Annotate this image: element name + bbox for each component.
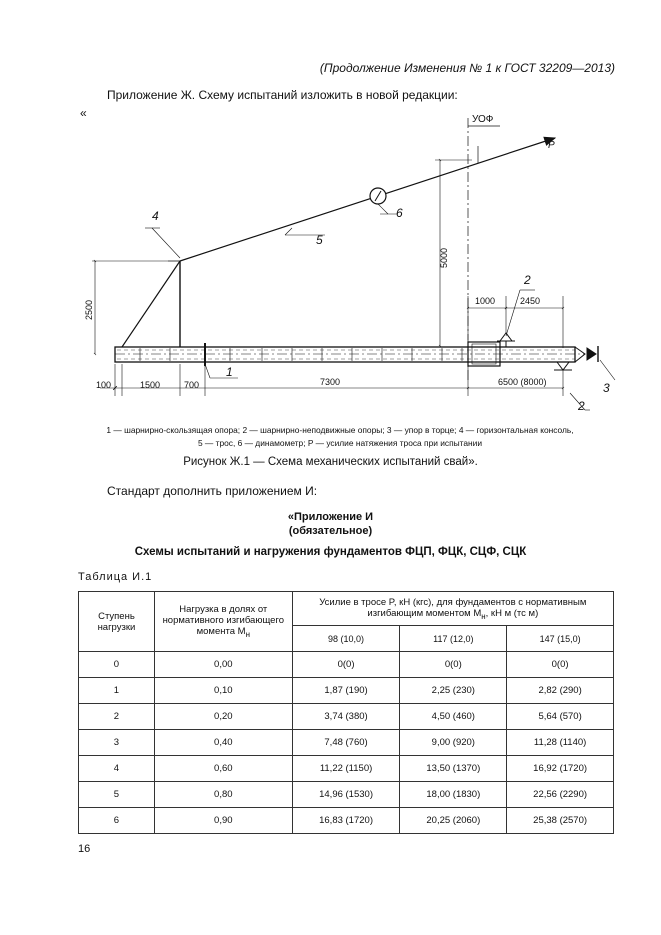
dim-6500-label: 6500 (8000) [498, 377, 547, 387]
cell: 2 [79, 704, 155, 730]
cell: 2,25 (230) [400, 678, 507, 704]
load-table [78, 591, 614, 834]
cell: 18,00 (1830) [400, 782, 507, 808]
label-3: 3 [603, 381, 610, 395]
cell: 7,48 (760) [292, 730, 400, 756]
legend-line-1: 1 — шарнирно-скользящая опора; 2 — шарнирно-неподвижные опоры; 3 — упор в торце; 4 — горизонтальная консоль, [106, 425, 574, 435]
header-stage: Ступень нагрузки [79, 592, 155, 652]
cell: 16,83 (1720) [292, 808, 400, 834]
cell: 11,22 (1150) [292, 756, 400, 782]
cell: 0(0) [400, 652, 507, 678]
cable-5 [180, 138, 555, 261]
end-stop-3 [587, 346, 598, 362]
appendix-title: «Приложение И [287, 511, 374, 523]
cell: 4,50 (460) [400, 704, 507, 730]
header-load: Нагрузка в долях от нормативного изгибающего момента $M_н$ [154, 592, 292, 652]
subheader-147: 147 (15,0) [507, 626, 614, 652]
table-row [79, 782, 614, 808]
dim-2500 [92, 261, 180, 354]
cell: 0,10 [154, 678, 292, 704]
table-row [79, 756, 614, 782]
header-cable-force: Усилие в тросе P, кН (кгс), для фундаментов с нормативным изгибающим моментом $M_н$, кН м (тс м) [292, 592, 613, 626]
cell: 0(0) [507, 652, 614, 678]
cell: 3 [79, 730, 155, 756]
cell: 0,40 [154, 730, 292, 756]
figure-caption: Рисунок Ж.1 — Схема механических испытаний свай». [183, 456, 478, 468]
cell: 20,25 (2060) [400, 808, 507, 834]
dim-700-label: 700 [184, 380, 200, 390]
appendix-status: (обязательное) [288, 525, 373, 537]
cell: 4 [79, 756, 155, 782]
force-p-label: P [548, 140, 555, 151]
table-row [79, 808, 614, 834]
label-1: 1 [226, 365, 233, 379]
label-5: 5 [316, 233, 323, 247]
cell: 2,82 (290) [507, 678, 614, 704]
cell: 0,20 [154, 704, 292, 730]
pile [115, 342, 585, 366]
cell: 13,50 (1370) [400, 756, 507, 782]
label-4: 4 [152, 209, 159, 223]
dim-2450-label: 2450 [520, 296, 541, 306]
figure-legend [80, 424, 600, 450]
quote-mark: « [80, 106, 87, 120]
cell: 0(0) [292, 652, 400, 678]
dim-1500-label: 1500 [140, 380, 161, 390]
intro-text: Приложение Ж. Схему испытаний изложить в новой редакции: [107, 88, 458, 102]
cell: 0,80 [154, 782, 292, 808]
dim-5000-label: 5000 [439, 247, 449, 268]
cell: 16,92 (1720) [507, 756, 614, 782]
cell: 22,56 (2290) [507, 782, 614, 808]
cell: 5,64 (570) [507, 704, 614, 730]
legend-line-2: 5 — трос, 6 — динамометр; P — усилие натяжения троса при испытании [197, 438, 483, 448]
table-label: Таблица И.1 [78, 571, 153, 583]
cell: 0,60 [154, 756, 292, 782]
label-2-bottom: 2 [578, 399, 585, 413]
uof-label: УОФ [472, 114, 494, 125]
cell: 0 [79, 652, 155, 678]
table-row [79, 704, 614, 730]
add-appendix-text: Стандарт дополнить приложением И: [107, 484, 318, 498]
dim-2500-label: 2500 [84, 299, 94, 320]
cantilever-4 [122, 261, 180, 347]
cell: 0,00 [154, 652, 292, 678]
label-6: 6 [396, 206, 403, 220]
cell: 25,38 (2570) [507, 808, 614, 834]
cell: 11,28 (1140) [507, 730, 614, 756]
label-2-top: 2 [524, 273, 531, 287]
dim-7300-label: 7300 [320, 377, 341, 387]
cell: 5 [79, 782, 155, 808]
table-row [79, 678, 614, 704]
cell: 1 [79, 678, 155, 704]
fixed-support-2-bottom [554, 362, 572, 370]
dim-100-label: 100 [96, 380, 112, 390]
dim-1000-label: 1000 [475, 296, 496, 306]
section-title: Схемы испытаний и нагружения фундаментов ФЦП, ФЦК, СЦФ, СЦК [134, 546, 527, 558]
page-number: 16 [78, 843, 91, 855]
subheader-98: 98 (10,0) [292, 626, 400, 652]
cell: 14,96 (1530) [292, 782, 400, 808]
dynamometer-6 [370, 188, 386, 204]
cell: 6 [79, 808, 155, 834]
page-header: (Продолжение Изменения № 1 к ГОСТ 32209—2013) [319, 61, 615, 75]
cell: 1,87 (190) [292, 678, 400, 704]
test-scheme-figure [80, 108, 620, 413]
cell: 3,74 (380) [292, 704, 400, 730]
subheader-117: 117 (12,0) [400, 626, 507, 652]
table-row [79, 652, 614, 678]
cell: 0,90 [154, 808, 292, 834]
cell: 9,00 (920) [400, 730, 507, 756]
table-row [79, 730, 614, 756]
appendix-heading [0, 510, 661, 538]
